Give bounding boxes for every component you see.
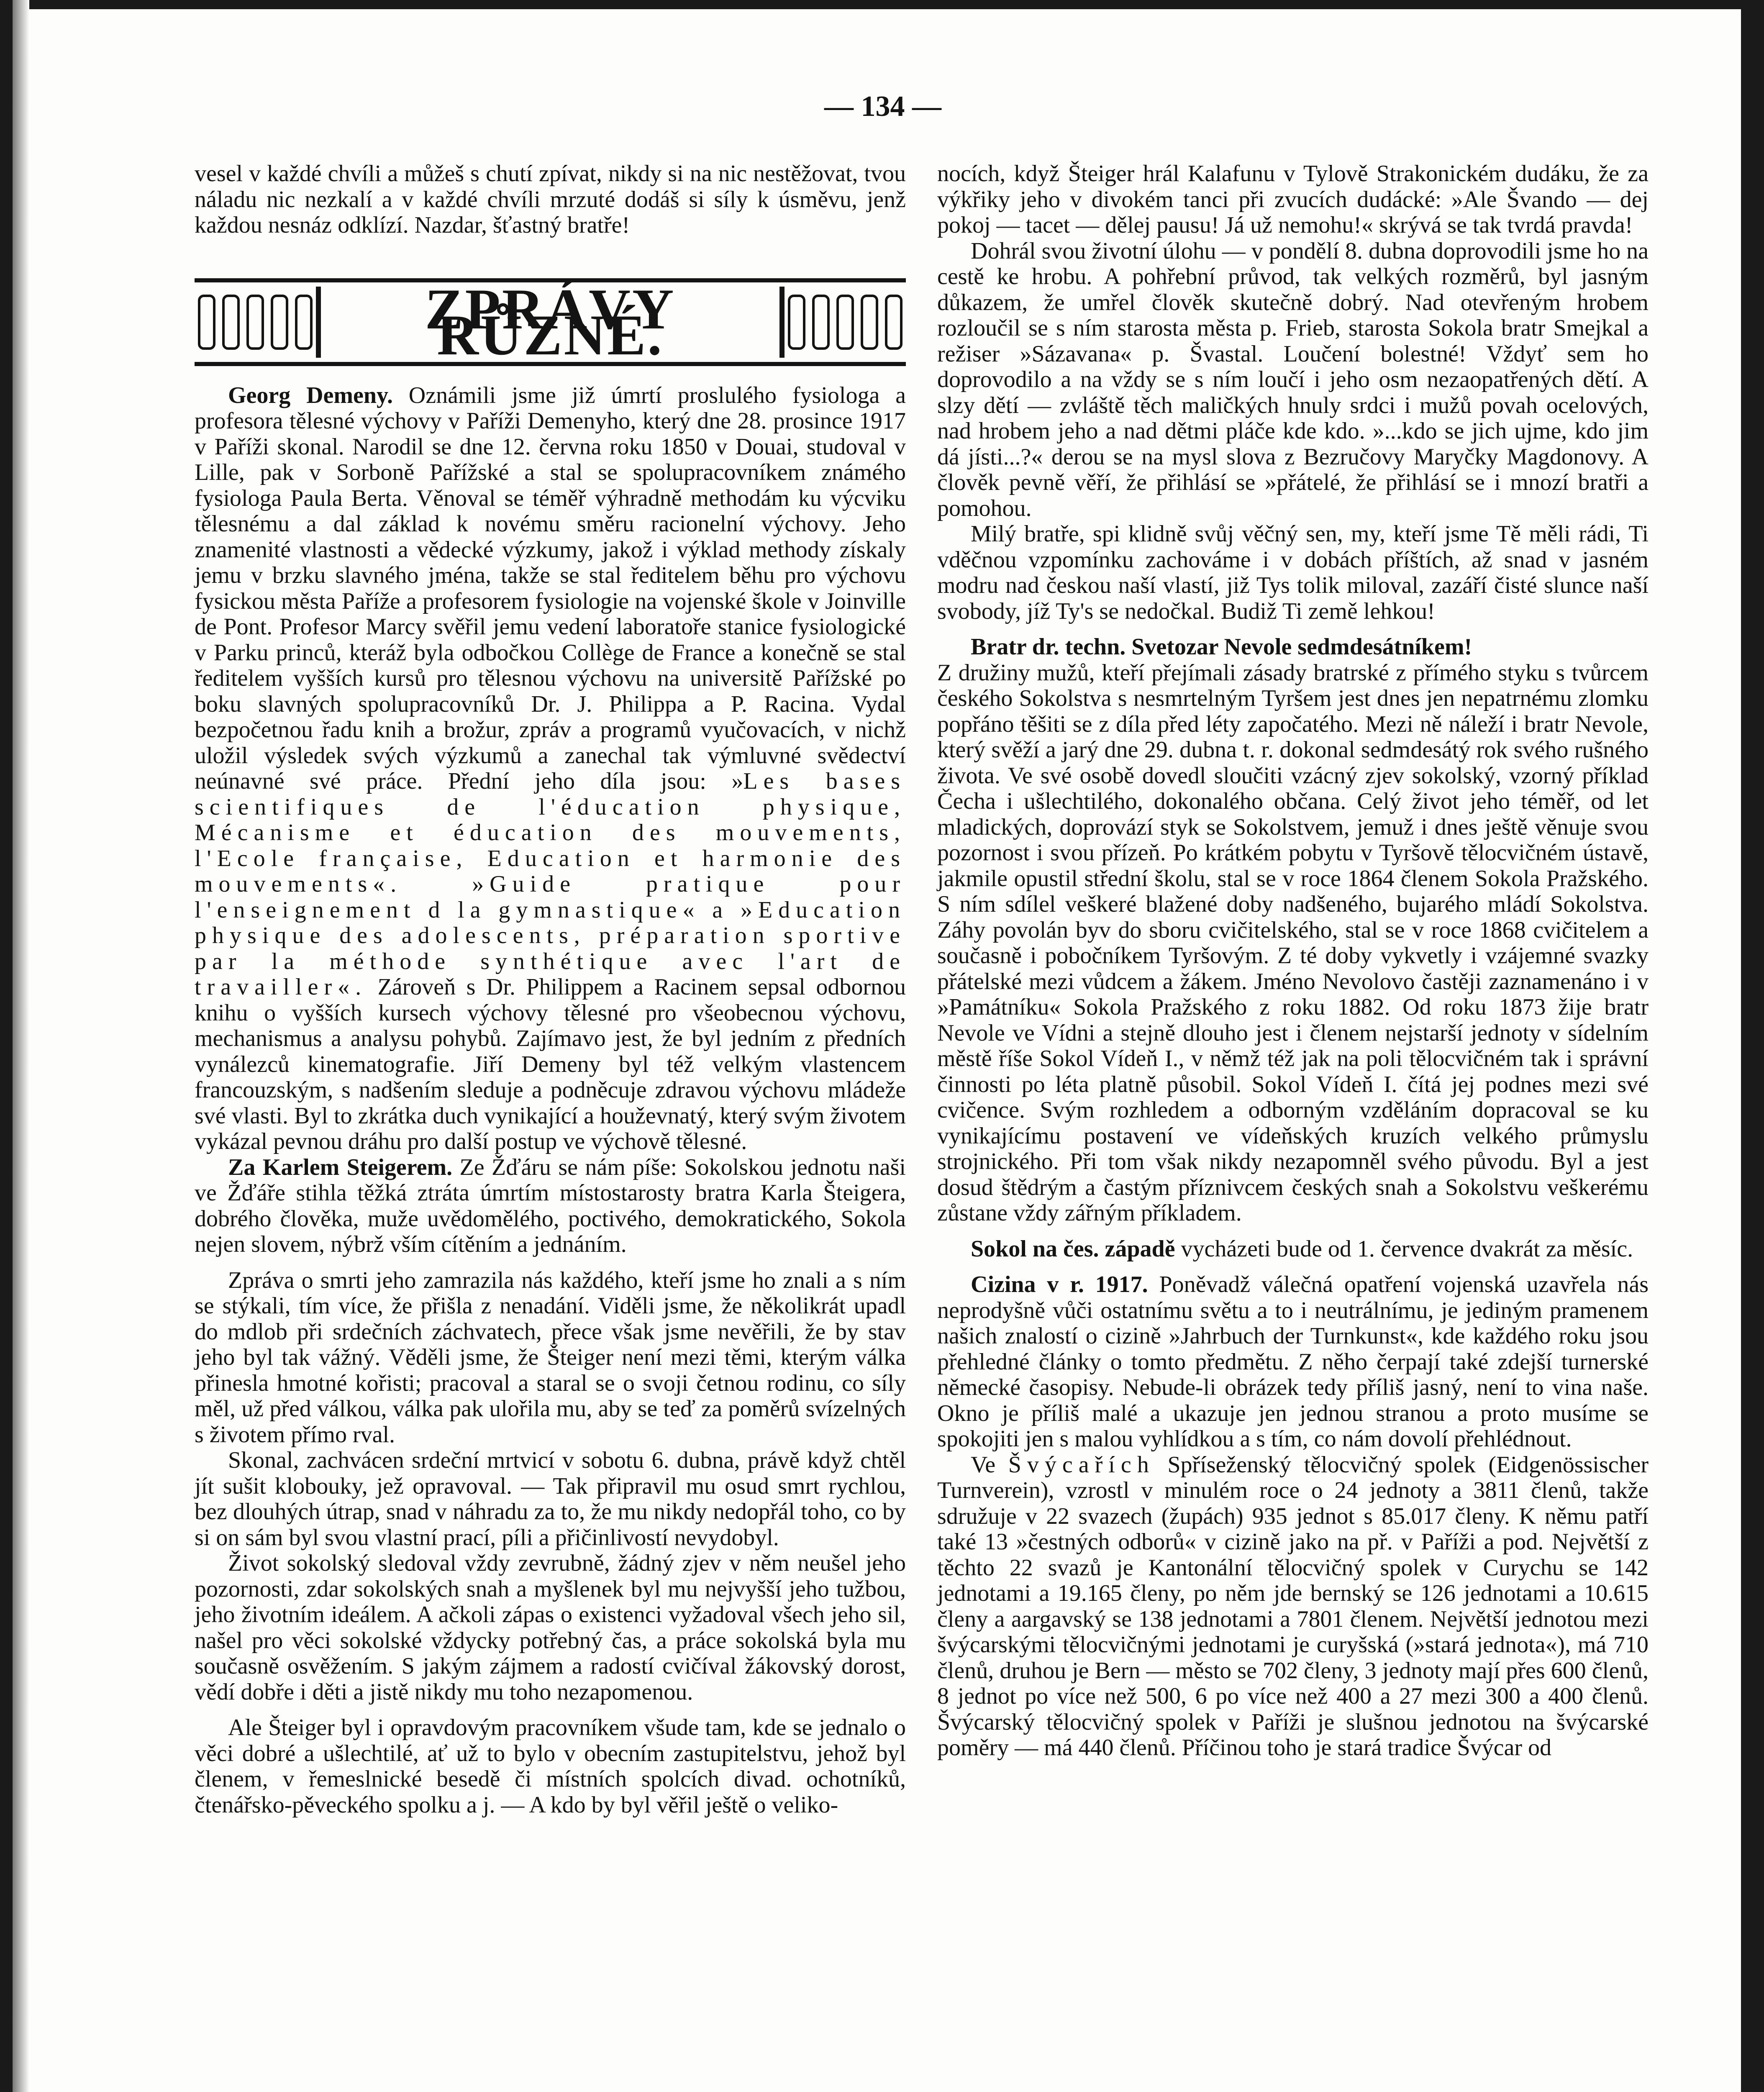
steiger-text-1: Ze Žďáru se nám píše: Sokolskou jednotu naši ve Žďáře stihla těžká ztráta úmrtím místostarosty bratra Karla Šteigera, dobrého člověka, muže uvědomělého, poctivého, demokratického, Sokola nejen slovem, nýbrž vším cítěním a jednáním. (195, 1154, 906, 1257)
scan-shadow-left (13, 0, 29, 2092)
swiss-lead: Ve (971, 1451, 1008, 1478)
steiger-paragraph: Skonal, zachvácen srdeční mrtvicí v sobotu 6. dubna, právě když chtěl jít sušit klobouky, jež opravoval. — Tak připravil mu osud smrt rychlou, bez dlouhých útrap, snad v náhradu za to, že mu nikdy nedopřál toho, co by si on sám byl svou vlastní prací, píli a přičinlivostí nevydobyl. (195, 1447, 906, 1551)
steiger-paragraph: Ale Šteiger byl i opravdovým pracovníkem všude tam, kde se jednalo o věci dobré a ušlechtilé, ať už to bylo v obecním zastupitelstvu, jehož byl členem, v řemeslnické besedě či místních spolcích divad. ochotníků, čtenářsko-pěveckého spolku a j. — A kdo by byl věřil ještě o veliko- (195, 1715, 906, 1818)
steiger-heading: Za Karlem Steigerem. (228, 1154, 453, 1180)
demeny-text-2: Zároveň s Dr. Philippem a Racinem sepsal odbornou knihu o vyšších kursech výchovy tělesné pro všeobecnou výchovu, mechanismus a analysu pohybů. Zajímavo jest, že byl jedním z předních vynálezců kinematografie. Jiří Demeny byl též velkým vlastencem francouzským, s nadšením sleduje a podněcuje zdravou výchovu mládeže své vlasti. Byl to zkrátka duch vynikající a houževnatý, který svým životem vykázal pevnou dráhu pro další postup ve výchově tělesné. (195, 974, 906, 1154)
steiger-paragraph: Život sokolský sledoval vždy zevrubně, žádný zjev v něm neušel jeho pozornosti, zdar sokolských snah a myšlenek byl mu nejvyšší jeho tužbou, jeho životním ideálem. A ačkoli zápas o existenci vyžadoval všech jeho sil, našel pro věci sokolské vždycky potřebný čas, a práce sokolská byla mu současně osvěžením. S jakým zájmem a radostí cvičíval žákovský dorost, vědí dobře i děti a jistě nikdy mu toho nezapomenou. (195, 1550, 906, 1705)
demeny-heading: Georg Demeny. (228, 382, 393, 408)
right-column (937, 161, 1649, 1761)
steiger-continuation: Milý bratře, spi klidně svůj věčný sen, my, kteří jsme Tě měli rádi, Ti vděčnou vzpomínku zachováme i v dobách příštích, až snad v jasném modru nad českou naší vlastí, již Tys tolik miloval, zazáří čisté slunce naší svobody, jíž Ty's se nedočkal. Budiž Ti země lehkou! (937, 521, 1649, 624)
demeny-titles: Les bases scientifiques de l'éducation physique, Mécanisme et éducation des mouvements, l'Ecole française, Education et harmonie des mouvements«. »Guide pratique pour l'enseignement d la gymnastique« a »Education physique des adolescents, préparation sportive par la méthode synthétique avec l'art de travailler«. (195, 768, 906, 1000)
ornament-left-icon (195, 291, 316, 354)
section-title: ZPRÁVY RŮZNÉ. (316, 287, 785, 358)
steiger-paragraph: Zpráva o smrti jeho zamrazila nás každého, kteří jsme ho znali a s ním se stýkali, tím více, že přišla z nenadání. Viděli jsme, že několikrát upadl do mdlob při srdečních záchvatech, přece však jsme nevěřili, že by stav jeho byl tak vážný. Věděli jsme, že Šteiger není mezi těmi, kterým válka přinesla hmotné kořisti; pracoval a staral se o svoji četnou rodinu, co síly měl, už před válkou, válka pak ulořila mu, aby se teď za poměrů svízelných s životem přímo rval. (195, 1267, 906, 1448)
section-banner (195, 278, 906, 366)
scan-border-right (1741, 0, 1764, 2092)
page-number: — 134 — (824, 90, 941, 123)
steiger-article (195, 1155, 906, 1258)
cizina-article (937, 1272, 1649, 1452)
nevole-article: Z družiny mužů, kteří přejímali zásady bratrské z přímého styku s tvůrcem českého Sokolstva s nesmrtelným Tyršem jest dnes jen nepatrnému zlomku popřáno těšiti se z díla před léty započatého. Mezi ně náleží i bratr Nevole, který svěží a jarý dne 29. dubna t. r. dokonal sedmdesátý rok svého rušného života. Ve své osobě dovedl sloučiti vzácný zjev sokolský, vzorný příklad Čecha i ušlechtilého, dokonalého občana. Celý život jeho téměř, od let mladických, doprovází styk se Sokolstvem, jemuž i dnes ještě věnuje svou pozornost i svou přízeň. Po krátkém pobytu v Tyršově tělocvičném ústavě, jakmile opustil střední školu, stal se v roce 1864 členem Sokola Pražského. S ním sdílel veškeré blažené doby nadšeného, bujarého mládí Sokolstva. Záhy povolán byv do sboru cvičitelského, stal se v roce 1868 cvičitelem a současně i pobočníkem Tyršovým. Z té doby vykvetly i vzájemné svazky přátelské mezi vůdcem a žákem. Jméno Nevolovo častěji zaznamenáno i v »Památníku« Sokola Pražského z roku 1882. Od roku 1873 žije bratr Nevole ve Vídni a stejně dlouho jest i členem nejstarší jednoty v sídelním městě říše Sokol Vídeň I., v němž též jak na poli tělocvičném tak i správní činnosti po léta platně působil. Sokol Vídeň I. čítá jej podnes mezi své cvičence. Svým rozhledem a odborným vzděláním dopracoval se ku vynikajícímu postavení ve vídeňských kruzích velkého průmyslu strojnického. Při tom však nikdy nezapomněl svého původu. Byl a jest dosud štědrým a častým příznivcem českých snah a Sokolstvu veškerému zůstane vždy zářným příkladem. (937, 659, 1649, 1226)
swiss-country: Švýcařích (1008, 1451, 1155, 1478)
demeny-text-1: Oznámili jsme již úmrtí proslulého fysiologa a profesora tělesné výchovy v Paříži Demenyho, který dne 28. prosince 1917 v Paříži skonal. Narodil se dne 12. června roku 1850 v Douai, studoval v Lille, pak v Sorboně Pařížské a stal se spolupracovníkem známého fysiologa Paula Berta. Věnoval se téměř výhradně methodám ku výcviku tělesnému a dal základ k novému směru racionelní výchovy. Jeho znamenité vlastnosti a vědecké výzkumy, jakož i výklad methody získaly jemu v brzku slavného jména, takže se stal ředitelem běhu pro výchovu fysickou města Paříže a profesorem fysiologie na vojenské škole v Joinville de Pont. Profesor Marcy svěřil jemu vedení laboratoře stanice fysiologické v Parku princů, kteráž byla odbočkou Collège de France a konečně se stal ředitelem vyšších kursů pro tělesnou výchovu na universitě Pařížské po boku slavných spolupracovníků Dr. J. Philippa a P. Racina. Vydal bezpočetnou řadu knih a brožur, zpráv a programů vyučovacích, v nichž uložil výsledek svých výzkumů a zanechal tak výmluvné svědectví neúnavné své práce. Přední jeho díla jsou: » (195, 382, 906, 794)
steiger-continuation: nocích, když Šteiger hrál Kalafunu v Tylově Strakonickém dudáku, že za výkřiky jeho v divokém tanci při zvucích dudácké: »Ale Švando — dej pokoj — tacet — dělej pausu! Já už nemohu!« skrývá se tak tvrdá pravda! (937, 161, 1649, 238)
ornament-right-icon (785, 291, 906, 354)
swiss-text: Spříseženský tělocvičný spolek (Eidgenössischer Turnverein), vzrostl v minulém roce o 24 jednoty a 3811 členů, takže sdružuje v 22 svazech (župách) 935 jednot s 85.017 členy. K němu patří také 13 »čestných odborů« v cizině jako na př. v Paříži a pod. Největší z těchto 22 svazů je Kantonální tělocvičný spolek v Curychu se 142 jednotami a 19.165 členy, po něm jde bernský se 126 jednotami a 10.615 členy a aargavský se 138 jednotami a 7801 členem. Největší jednotou mezi švýcarskými tělocvičnými jednotami je curyšská (»stará jednota«), má 710 členů, druhou je Bern — město se 702 členy, 3 jednoty mají přes 600 členů, 8 jednot po více než 500, 6 po více než 400 a 27 mezi 300 a 400 členů. Švýcarský tělocvičný spolek v Paříži je slušnou jednotou na švýcarské poměry — má 440 členů. Příčinou toho je stará tradice Švýcar od (937, 1451, 1649, 1761)
intro-paragraph: vesel v každé chvíli a můžeš s chutí zpívat, nikdy si na nic nestěžovat, tvou náladu nic nezkalí a v každé chvíli mrzuté dodáš si síly k úsměvu, jenž každou nesnáz odklízí. Nazdar, šťastný bratře! (195, 161, 906, 238)
sokol-zapad-notice (937, 1236, 1649, 1262)
swiss-paragraph (937, 1452, 1649, 1761)
cizina-heading: Cizina v r. 1917. (971, 1272, 1148, 1297)
nevole-heading: Bratr dr. techn. Svetozar Nevole sedmdesátníkem! (971, 634, 1472, 660)
steiger-continuation: Dohrál svou životní úlohu — v pondělí 8. dubna doprovodili jsme ho na cestě ke hrobu. A pohřební průvod, tak velkých rozměrů, byl jasným důkazem, že umřel člověk skutečně dobrý. Nad otevřeným hrobem rozloučil se s ním starosta města p. Frieb, starosta Sokola bratr Smejkal a režiser »Sázavana« p. Švastal. Loučení bolestné! Vždyť sem ho doprovodilo a na vždy se s ním loučí i jeho osm nezaopatřených dětí. A slzy dětí — zvláště těch maličkých hnuly srdci i mužů povah ocelových, nad hrobem jeho a nad dětmi pláče kde kdo. »...kdo se jich ujme, kdo jim dá jísti...?« derou se na mysl slova z Bezručovy Maryčky Magdonovy. A člověk pevně věří, že přihlásí se »přátelé, že přihlásí se i mnozí bratři a pomohou. (937, 238, 1649, 521)
demeny-article (195, 383, 906, 1155)
cizina-text: Poněvadž válečná opatření vojenská uzavřela nás neprodyšně vůči ostatnímu světu a to i neutrálnímu, je jediným pramenem našich znalostí o cizině »Jahrbuch der Turnkunst«, kde každého roku jsou přehledné články o tomto předmětu. Z něho čerpají také zdejší turnerské německé časopisy. Nebude-li obrázek tedy příliš jasný, není to vina naše. Okno je příliš malé a ukazuje jen jednou stranou a proto musíme se spokojiti jen s malou vyhlídkou a s tím, co nám dovolí přehlédnout. (937, 1272, 1649, 1452)
zapad-text: vycházeti bude od 1. července dvakrát za měsíc. (1175, 1236, 1633, 1262)
left-column (195, 161, 906, 1818)
scan-border-left (0, 0, 13, 2092)
scan-border-top (0, 0, 1764, 9)
zapad-heading: Sokol na čes. západě (971, 1236, 1175, 1262)
